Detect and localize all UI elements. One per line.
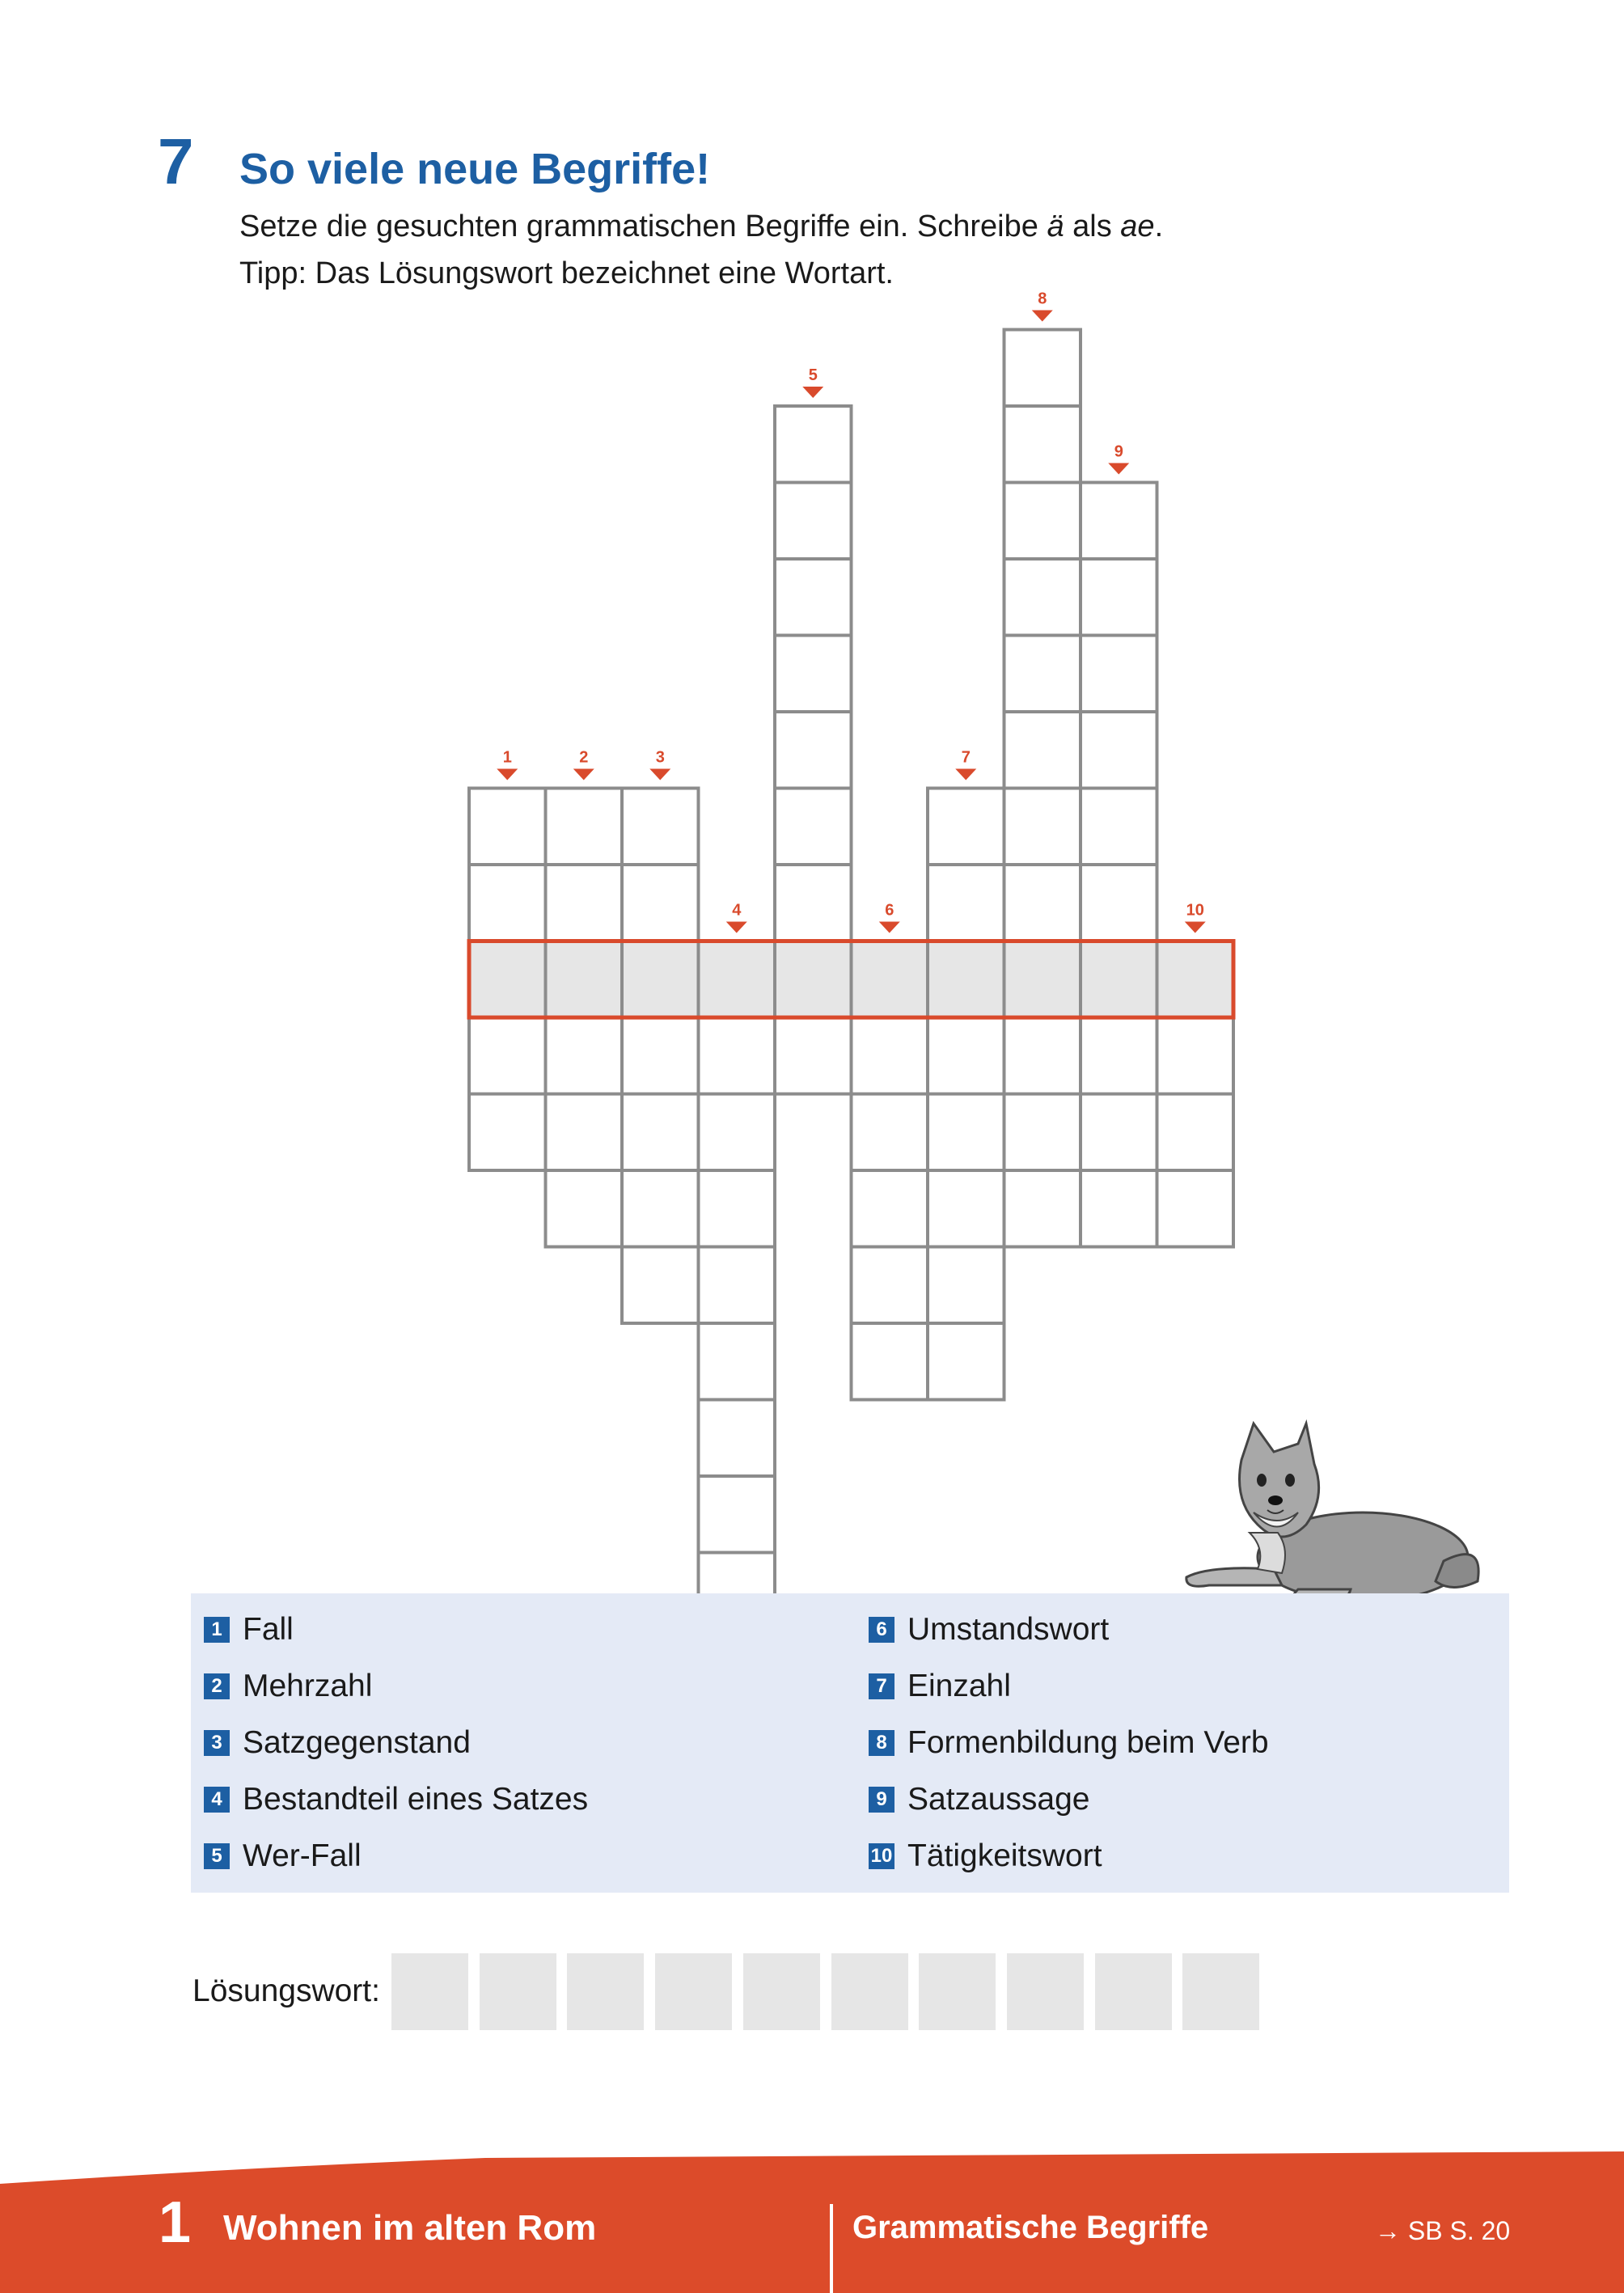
crossword-cell[interactable] [622, 1170, 699, 1247]
crossword-cell[interactable] [699, 1476, 776, 1553]
clue-item [204, 1836, 362, 1876]
crossword-cell[interactable] [775, 559, 852, 636]
solution-letter-box[interactable] [391, 1953, 468, 2030]
solution-letter-box[interactable] [567, 1953, 644, 2030]
crossword-cell[interactable] [1081, 1094, 1157, 1171]
solution-letter-box[interactable] [919, 1953, 996, 2030]
clue-text: Satzgegenstand [243, 1725, 471, 1760]
solution-letter-box[interactable] [655, 1953, 732, 2030]
column-number: 3 [655, 748, 665, 767]
instruction-part: Setze die gesuchten grammatischen Begriffe ein. Schreibe [239, 209, 1047, 243]
clue-item [869, 1779, 1090, 1820]
crossword-cell[interactable] [1081, 483, 1157, 560]
clue-number: 8 [869, 1730, 894, 1756]
crossword-cell[interactable] [469, 1094, 546, 1171]
clue-text: Tätigkeitswort [907, 1838, 1102, 1873]
clue-item [204, 1779, 588, 1820]
crossword-cell[interactable] [699, 1400, 776, 1477]
solution-cell[interactable] [1157, 941, 1234, 1018]
solution-cell[interactable] [1004, 941, 1081, 1018]
task-title: So viele neue Begriffe! [239, 145, 711, 193]
chapter-number: 1 [159, 2190, 192, 2255]
solution-cell[interactable] [852, 941, 928, 1018]
clue-text: Satzaussage [907, 1782, 1090, 1817]
solution-cell[interactable] [928, 941, 1004, 1018]
clue-text: Mehrzahl [243, 1669, 373, 1703]
crossword-cell[interactable] [622, 1247, 699, 1324]
crossword-cell[interactable] [1004, 865, 1081, 941]
clue-text: Einzahl [907, 1669, 1011, 1703]
crossword-cell[interactable] [775, 483, 852, 560]
clue-item [869, 1666, 1011, 1707]
crossword-cell[interactable] [1004, 559, 1081, 636]
solution-cell[interactable] [546, 941, 623, 1018]
clue-number: 2 [204, 1673, 230, 1699]
crossword-cell[interactable] [928, 1247, 1004, 1324]
crossword-cell[interactable] [1157, 1094, 1234, 1171]
column-number: 1 [502, 748, 512, 767]
solution-letter-box[interactable] [1095, 1953, 1172, 2030]
down-arrow-icon [955, 769, 976, 781]
crossword-cell[interactable] [1081, 865, 1157, 941]
chapter-title: Wohnen im alten Rom [223, 2208, 597, 2248]
instruction-ae: ae [1120, 209, 1155, 243]
crossword-cell[interactable] [1081, 1017, 1157, 1094]
column-number: 7 [961, 748, 971, 767]
solution-letter-box[interactable] [831, 1953, 908, 2030]
down-arrow-icon [1108, 463, 1129, 475]
clue-item [204, 1666, 372, 1707]
instruction-part: als [1064, 209, 1121, 243]
crossword-cell[interactable] [852, 1170, 928, 1247]
clue-number: 1 [204, 1617, 230, 1643]
footer-divider [830, 2204, 833, 2293]
column-number: 8 [1038, 290, 1047, 308]
crossword-cell[interactable] [928, 1094, 1004, 1171]
task-number: 7 [158, 125, 194, 197]
down-arrow-icon [649, 769, 670, 781]
crossword-cell[interactable] [699, 1017, 776, 1094]
crossword-cell[interactable] [1157, 1017, 1234, 1094]
clue-text: Umstandswort [907, 1612, 1110, 1647]
page-reference: → SB S. 20 [1375, 2216, 1511, 2245]
clue-text: Bestandteil eines Satzes [243, 1782, 589, 1817]
clue-number: 5 [204, 1843, 230, 1869]
crossword-cell[interactable] [775, 789, 852, 865]
column-number: 6 [885, 901, 894, 920]
crossword-cell[interactable] [775, 865, 852, 941]
column-number: 2 [579, 748, 589, 767]
crossword-cell[interactable] [622, 865, 699, 941]
column-number: 10 [1186, 901, 1204, 920]
crossword-cell[interactable] [1004, 330, 1081, 407]
crossword-cell[interactable] [852, 1323, 928, 1400]
down-arrow-icon [802, 387, 823, 398]
clue-item [869, 1723, 1269, 1763]
crossword-cell[interactable] [928, 1170, 1004, 1247]
crossword-cell[interactable] [1081, 559, 1157, 636]
crossword-cell[interactable] [852, 1017, 928, 1094]
crossword-cell[interactable] [699, 1247, 776, 1324]
down-arrow-icon [497, 769, 518, 781]
solution-cell[interactable] [699, 941, 776, 1018]
crossword-cell[interactable] [546, 865, 623, 941]
clue-number: 9 [869, 1787, 894, 1813]
instruction-letter: ä [1047, 209, 1064, 243]
crossword-cell[interactable] [546, 789, 623, 865]
crossword-cell[interactable] [928, 789, 1004, 865]
crossword-cell[interactable] [546, 1094, 623, 1171]
clue-number: 3 [204, 1730, 230, 1756]
solution-letter-box[interactable] [743, 1953, 820, 2030]
crossword-cell[interactable] [622, 1017, 699, 1094]
tip-text: Tipp: Das Lösungswort bezeichnet eine Wortart. [239, 256, 894, 290]
down-arrow-icon [1185, 922, 1206, 933]
crossword-cell[interactable] [1004, 1094, 1081, 1171]
crossword-cell[interactable] [1157, 1170, 1234, 1247]
clue-item [204, 1723, 471, 1763]
crossword-cell[interactable] [852, 1094, 928, 1171]
crossword-cell[interactable] [1081, 712, 1157, 789]
down-arrow-icon [573, 769, 594, 781]
section-title: Grammatische Begriffe [852, 2210, 1209, 2245]
column-number: 5 [808, 366, 818, 384]
down-arrow-icon [879, 922, 900, 933]
solution-cell[interactable] [775, 941, 852, 1018]
crossword-cell[interactable] [546, 1017, 623, 1094]
instruction-part: . [1154, 209, 1164, 243]
solution-letter-box[interactable] [1007, 1953, 1084, 2030]
solution-cell[interactable] [1081, 941, 1157, 1018]
column-number: 9 [1114, 442, 1123, 461]
crossword-cell[interactable] [1081, 1170, 1157, 1247]
crossword-cell[interactable] [1081, 636, 1157, 713]
crossword-cell[interactable] [622, 789, 699, 865]
crossword-cell[interactable] [1004, 712, 1081, 789]
crossword-cell[interactable] [1004, 636, 1081, 713]
clue-text: Wer-Fall [243, 1838, 362, 1873]
clue-item [869, 1610, 1109, 1650]
crossword-cell[interactable] [699, 1170, 776, 1247]
clue-number: 6 [869, 1617, 894, 1643]
crossword-cell[interactable] [1004, 789, 1081, 865]
crossword-cell[interactable] [775, 712, 852, 789]
solution-cell[interactable] [469, 941, 546, 1018]
column-number: 4 [732, 901, 742, 920]
crossword-cell[interactable] [546, 1170, 623, 1247]
clue-item [204, 1610, 294, 1650]
solution-cell[interactable] [622, 941, 699, 1018]
crossword-cell[interactable] [928, 1017, 1004, 1094]
solution-letter-box[interactable] [1182, 1953, 1259, 2030]
crossword-cell[interactable] [1081, 789, 1157, 865]
crossword-cell[interactable] [928, 865, 1004, 941]
crossword-cell[interactable] [622, 1094, 699, 1171]
crossword-cell[interactable] [469, 1017, 546, 1094]
solution-label: Lösungswort: [192, 1974, 380, 2008]
crossword-cell[interactable] [469, 789, 546, 865]
crossword-cell[interactable] [775, 636, 852, 713]
crossword-cell[interactable] [775, 406, 852, 483]
crossword-cell[interactable] [1004, 1017, 1081, 1094]
clue-number: 4 [204, 1787, 230, 1813]
crossword-cell[interactable] [775, 1017, 852, 1094]
clue-text: Fall [243, 1612, 294, 1647]
down-arrow-icon [1032, 311, 1053, 322]
crossword-cell[interactable] [928, 1323, 1004, 1400]
clue-text: Formenbildung beim Verb [907, 1725, 1269, 1760]
clue-number: 10 [869, 1843, 894, 1869]
down-arrow-icon [726, 922, 747, 933]
crossword-cell[interactable] [1004, 483, 1081, 560]
crossword-cell[interactable] [699, 1094, 776, 1171]
clue-number: 7 [869, 1673, 894, 1699]
crossword-cell[interactable] [469, 865, 546, 941]
crossword-cell[interactable] [1004, 406, 1081, 483]
solution-letter-box[interactable] [480, 1953, 556, 2030]
clue-item [869, 1836, 1102, 1876]
wolf-icon [1177, 1419, 1484, 1622]
crossword-cell[interactable] [699, 1323, 776, 1400]
crossword-cell[interactable] [852, 1247, 928, 1324]
crossword-cell[interactable] [1004, 1170, 1081, 1247]
